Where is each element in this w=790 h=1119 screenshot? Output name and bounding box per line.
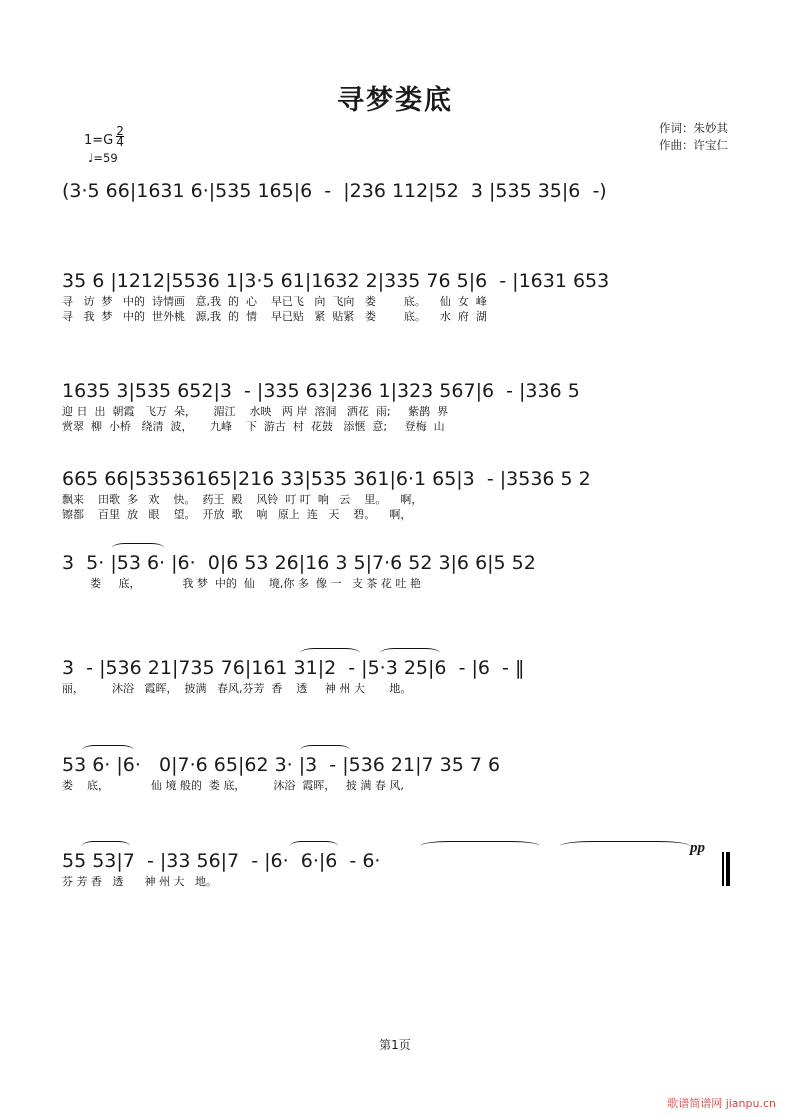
system-3-lyrics-verse2: 赏翠 柳 小桥 绕清 波， 九峰 下 游古 村 花鼓 添惬 意; 登梅 山 bbox=[62, 420, 445, 433]
composer: 作曲：许宝仁 bbox=[659, 138, 728, 152]
music-system-7 bbox=[62, 752, 734, 793]
music-system-8 bbox=[62, 848, 734, 889]
key-value: 1=G bbox=[84, 133, 114, 148]
slur-arc bbox=[420, 841, 540, 851]
slur-arc bbox=[112, 543, 164, 553]
system-4-lyrics-verse1: 飘来 田歌 多 欢 快。 药王 殿 风铃 叮 叮 响 云 里。 啊， bbox=[62, 493, 423, 506]
music-system-6 bbox=[62, 655, 734, 696]
system-6-lyrics-verse1: 丽， 沐浴 霞晖， 披满 春风,芬芳 香 透 神 州 大 地。 bbox=[62, 682, 412, 695]
system-1-notes: (3·5 66|1631 6·|535 165|6 - |236 112|52 3 |535 35|6 -) bbox=[62, 180, 607, 202]
slur-arc bbox=[290, 841, 338, 851]
music-system-3 bbox=[62, 378, 734, 434]
system-5-lyrics-verse1: 娄 底， 我 梦 中的 仙 境,你 多 像 一 支 茶 花 吐 艳 bbox=[62, 577, 421, 590]
slur-arc bbox=[560, 841, 690, 851]
system-2-lyrics-verse2: 寻 我 梦 中的 世外桃 源,我 的 情 早已贴 紧 贴紧 娄 底。 水 府 湖 bbox=[62, 310, 487, 323]
music-system-4 bbox=[62, 466, 734, 522]
time-signature-top: 2 bbox=[116, 124, 124, 138]
dynamic-pp: pp bbox=[690, 840, 705, 856]
slur-arc bbox=[380, 648, 440, 658]
lyricist: 作词：朱妙其 bbox=[659, 121, 728, 135]
system-3-notes: 1635 3|535 652|3 - |335 63|236 1|323 567|6 - |336 5 bbox=[62, 380, 580, 402]
page-number: 第1页 bbox=[379, 1038, 411, 1052]
music-system-2 bbox=[62, 268, 734, 324]
system-7-notes: 53 6· |6· 0|7·6 65|62 3· |3 - |536 21|7 35 7 6 bbox=[62, 754, 501, 776]
slur-arc bbox=[82, 841, 130, 851]
watermark: 歌谱简谱网 jianpu.cn bbox=[667, 1097, 776, 1110]
time-signature bbox=[116, 126, 124, 147]
system-8-lyrics-verse1: 芬 芳 香 透 神 州 大 地。 bbox=[62, 875, 217, 888]
slur-arc bbox=[300, 648, 360, 658]
system-5-notes: 3 5· |53 6· |6· 0|6 53 26|16 3 5|7·6 52 3|6 6|5 52 bbox=[62, 552, 536, 574]
system-6-notes: 3 - |536 21|735 76|161 31|2 - |5·3 25|6 - |6 - ‖ bbox=[62, 657, 525, 679]
system-4-lyrics-verse2: 镲都 百里 放 眼 望。 开放 歌 响 原上 连 天 碧。 啊， bbox=[62, 508, 412, 521]
system-2-notes: 35 6 |1212|5536 1|3·5 61|1632 2|335 76 5|6 - |1631 653 bbox=[62, 270, 610, 292]
music-system-5 bbox=[62, 550, 734, 591]
credits bbox=[659, 120, 728, 154]
music-system-1 bbox=[62, 178, 734, 204]
slur-arc bbox=[300, 745, 350, 755]
system-7-lyrics-verse1: 娄 底， 仙 境 般的 娄 底， 沐浴 霞晖， 披 满 春 风, bbox=[62, 779, 404, 792]
key-signature bbox=[84, 126, 124, 148]
system-8-notes: 55 53|7 - |33 56|7 - |6· 6·|6 - 6· bbox=[62, 850, 381, 872]
system-3-lyrics-verse1: 迎 日 出 朝霞 飞万 朵， 湄江 水映 两 岸 溶洞 洒花 雨; 紫鹊 界 bbox=[62, 405, 449, 418]
slur-arc bbox=[82, 745, 134, 755]
time-signature-bottom: 4 bbox=[116, 135, 124, 149]
page-title: 寻梦娄底 bbox=[337, 85, 453, 116]
tempo-marking: ♩=59 bbox=[88, 151, 118, 165]
system-4-notes: 665 66|53536165|216 33|535 361|6·1 65|3 - |3536 5 2 bbox=[62, 468, 591, 490]
system-2-lyrics-verse1: 寻 访 梦 中的 诗情画 意,我 的 心 早已飞 向 飞向 娄 底。 仙 女 峰 bbox=[62, 295, 487, 308]
